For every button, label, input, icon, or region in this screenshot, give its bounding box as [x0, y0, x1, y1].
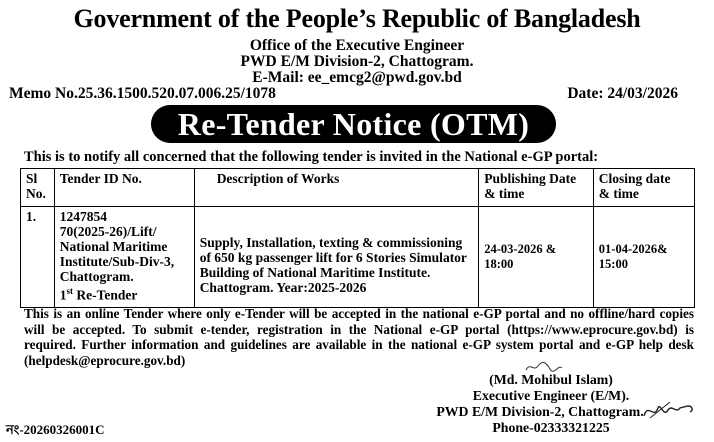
row-closing-date: 01-04-2026& 15:00 [593, 207, 694, 308]
retender-text: Re-Tender [73, 287, 138, 303]
header-tender-id: Tender ID No. [54, 169, 194, 207]
memo-number: Memo No.25.36.1500.520.07.006.25/1078 [9, 85, 276, 102]
header-sl-line2: No. [26, 186, 46, 201]
retender-number: 1 [59, 287, 67, 303]
signatory-name: (Md. Mohibul Islam) [489, 372, 613, 387]
header-closing-line1: Closing date [598, 171, 671, 186]
row-sl: 1. [21, 207, 55, 308]
office-name: Office of the Executive Engineer [249, 37, 465, 54]
header-publishing-line2: & time [484, 186, 525, 201]
instructions-paragraph: This is an online Tender where only e-Tender will be accepted in the national e-GP portal and no offline/hard copies will be accepted. To submit e-tender, registration in the National e-GP portal (https://www.eprocure.gov.bd) is required. Further information and guidelines are available in the national e-GP system portal and e-GP help desk (helpdesk@eprocure.gov.bd) [24, 306, 694, 368]
tender-table [20, 168, 695, 308]
intro-text: This is to notify all concerned that the following tender is invited in the National e-GP portal: [24, 149, 599, 165]
signatory-office: PWD E/M Division-2, Chattogram. [436, 404, 644, 419]
division-name: PWD E/M Division-2, Chattogram. [240, 53, 474, 70]
tender-id-line: National Maritime [59, 239, 168, 254]
tender-id-line: 1247854 [59, 209, 107, 224]
row-tender-id [54, 207, 194, 308]
header-description: Description of Works [194, 169, 479, 207]
header-closing-line2: & time [598, 186, 639, 201]
notice-date: Date: 24/03/2026 [567, 85, 678, 102]
signatory-phone: Phone-02333321225 [492, 420, 610, 435]
header-sl-line1: Sl [26, 171, 38, 186]
header-sl [21, 169, 55, 207]
tender-id-line: Institute/Sub-Div-3, [59, 254, 175, 269]
office-email: E-Mail: ee_emcg2@pwd.gov.bd [252, 69, 462, 86]
government-title: Government of the People’s Republic of Bangladesh [73, 4, 641, 33]
handwritten-signature-icon [640, 398, 698, 424]
row-publishing-date: 24-03-2026 & 18:00 [479, 207, 594, 308]
header-publishing [479, 169, 594, 207]
retender-suffix: st [66, 286, 73, 296]
notice-banner: Re-Tender Notice (OTM) [151, 105, 556, 143]
row-description: Supply, Installation, texting & commissioning of 650 kg passenger lift for 6 Stories Simulator Building of National Maritime Institute. Chattogram. Year:2025-2026 [194, 207, 479, 308]
header-publishing-line1: Publishing Date [484, 171, 577, 186]
tender-id-line: 70(2025-26)/Lift/ [59, 224, 157, 239]
signatory-title: Executive Engineer (E/M). [472, 388, 630, 403]
table-row [21, 207, 695, 308]
retender-label [60, 284, 189, 303]
header-closing [593, 169, 694, 207]
reference-number: নং-20260326001C [6, 422, 105, 437]
tender-id-line: Chattogram. [59, 269, 134, 284]
table-header-row [21, 169, 695, 207]
